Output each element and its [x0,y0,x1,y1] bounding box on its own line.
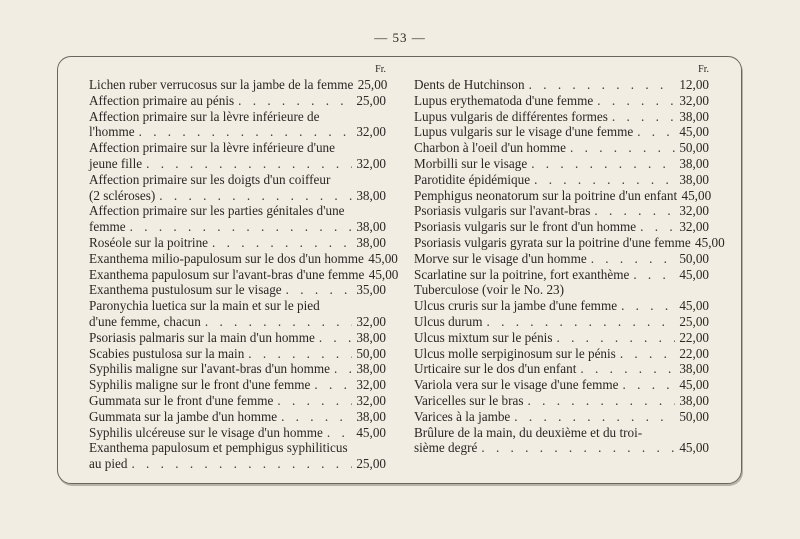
entry-line [414,140,709,156]
entry-line [414,172,709,188]
dot-leader [566,140,675,156]
entry-line [414,77,709,93]
entry-label: Scarlatine sur la poitrine, fort exanthème [414,266,630,282]
entry-price: 50,00 [679,140,709,156]
entry-label: Affection primaire sur la lèvre inférieure de [89,108,320,124]
dot-leader [616,346,675,362]
entry-line [414,93,709,109]
catalogue-entry [89,172,386,204]
catalogue-entry [89,109,386,141]
dot-leader [135,124,352,140]
entry-price: 45,00 [368,266,399,282]
entry-price: 38,00 [356,408,386,424]
catalogue-entry [414,172,709,188]
catalogue-entry [414,156,709,172]
entry-label: Charbon à l'oeil d'un homme [414,140,566,156]
entry-label: Exanthema pustulosum sur le visage [89,282,282,298]
dot-leader [629,267,675,283]
catalogue-entry [414,203,709,219]
entry-label: Gummata sur le front d'une femme [89,392,274,408]
entry-price: 50,00 [679,250,709,266]
catalogue-entry [89,282,386,298]
entry-line [414,298,709,314]
entry-line [89,409,386,425]
catalogue-entry [89,393,386,409]
entry-line [414,314,709,330]
entry-price: 25,00 [357,77,388,92]
entry-label: sième degré [414,440,478,456]
entry-line [89,425,386,441]
entry-line [89,203,386,219]
entry-line [414,377,709,393]
entry-label: Affection primaire sur la lèvre inférieure d'une [89,140,335,156]
catalogue-entry [89,266,399,283]
entry-label: Variola vera sur le visage d'une femme [414,377,619,393]
catalogue-entry [89,377,386,393]
entry-label: Psoriasis vulgaris sur le front d'un homme [414,219,637,235]
entry-label: Scabies pustulosa sur la main [89,345,245,361]
entry-label: Ulcus durum [414,313,483,329]
entry-line [89,346,386,362]
entry-line [414,440,709,456]
catalogue-entry [89,330,386,346]
entry-price: 38,00 [679,361,709,377]
dot-leader [590,203,675,219]
dot-leader [587,251,675,267]
dot-leader [608,109,675,125]
dot-leader [208,235,352,251]
entry-price: 45,00 [679,298,709,314]
catalogue-entry [414,77,709,93]
catalogue-entry [89,361,386,377]
catalogue-entry [414,219,709,235]
dot-leader [552,330,675,346]
catalogue-entry [89,298,386,330]
entry-line [414,203,709,219]
entry-line [89,250,398,267]
entry-line [89,109,386,125]
dot-leader [244,346,352,362]
entry-label: Varicelles sur le bras [414,392,524,408]
dot-leader [277,409,352,425]
dot-leader [636,219,675,235]
entry-label: Exanthema papulosum et pemphigus syphiliticus [89,440,348,456]
entry-line [89,219,386,235]
entry-line [414,409,709,425]
catalogue-entry [414,234,725,251]
entry-label: Ulcus mixtum sur le pénis [414,329,553,345]
entry-price: 32,00 [679,219,709,235]
entry-label: Roséole sur la poitrine [89,234,209,250]
entry-line [414,251,709,267]
entry-label: jeune fille [89,155,143,171]
dot-leader [201,314,352,330]
entry-line [89,235,386,251]
entry-label: Syphilis maligne sur le front d'une femme [89,377,311,393]
entry-price: 38,00 [679,392,709,408]
entry-price: 32,00 [356,313,386,329]
entry-price: 45,00 [356,424,386,440]
entry-price: 45,00 [681,187,712,203]
catalogue-entry [414,377,709,393]
entry-price: 45,00 [368,250,398,266]
catalogue-entry [414,314,709,330]
entry-line [89,172,386,188]
entry-line [89,393,386,409]
dot-leader [310,377,352,393]
entry-price: 32,00 [356,155,386,171]
entry-line [414,109,709,125]
entry-label: Lupus vulgaris de différentes formes [414,108,608,124]
entry-price: 38,00 [679,171,709,187]
entry-label: l'homme [89,124,135,140]
entry-label: (2 scléroses) [89,187,156,203]
dot-leader [282,282,352,298]
dot-leader [234,93,352,109]
entry-line [89,361,386,377]
entry-label: Affection primaire sur les parties génitales d'une [89,203,345,219]
entry-price: 45,00 [679,377,709,393]
entry-label: Pemphigus neonatorum sur la poitrine d'un enfant [414,187,678,203]
entry-label: Brûlure de la main, du deuxième et du troi- [414,424,643,440]
catalogue-entry [89,203,386,235]
entry-price: 38,00 [356,219,386,235]
entry-price: 38,00 [356,187,386,203]
entry-label: Morbilli sur le visage [414,155,528,171]
catalogue-entry [414,140,709,156]
entry-line [414,425,709,441]
catalogue-entry [414,124,709,140]
dot-leader [633,124,675,140]
entry-price: 38,00 [679,108,709,124]
entry-price: 32,00 [356,124,386,140]
entry-price: 25,00 [356,92,386,108]
entry-line [414,187,712,204]
entry-label: Morve sur le visage d'un homme [414,250,587,266]
left-entries [89,77,399,472]
dot-leader [273,393,352,409]
entry-line [414,361,709,377]
catalogue-entry [414,330,709,346]
catalogue-entry [89,409,386,425]
entry-label: Psoriasis vulgaris gyrata sur la poitrine d'une femme [414,234,691,250]
entry-line [89,440,386,456]
entry-price: 45,00 [679,266,709,282]
catalogue-entry [414,409,709,425]
right-entries [414,77,725,456]
entry-line [414,282,709,298]
catalogue-entry [89,346,386,362]
entry-label: Lupus erythematoda d'une femme [414,92,594,108]
right-price-column [414,63,725,456]
entry-price: 32,00 [356,392,386,408]
catalogue-entry [414,425,709,457]
entry-line [414,234,725,251]
catalogue-entry [89,140,386,172]
catalogue-entry [414,282,709,298]
entry-price: 22,00 [679,329,709,345]
entry-line [89,188,386,204]
entry-label: Parotidite épidémique [414,171,531,187]
catalogue-entry [414,361,709,377]
entry-label: Ulcus molle serpiginosum sur le pénis [414,345,616,361]
entry-price: 32,00 [679,92,709,108]
entry-price: 22,00 [679,345,709,361]
dot-leader [593,93,675,109]
dot-leader [330,361,352,377]
catalogue-entry [414,109,709,125]
page-number: — 53 — [374,30,426,45]
entry-label: Psoriasis vulgaris sur l'avant-bras [414,203,591,219]
entry-price: 38,00 [356,234,386,250]
entry-line [414,346,709,362]
entry-label: Tuberculose (voir le No. 23) [414,282,565,298]
catalogue-entry [414,93,709,109]
entry-label: Psoriasis palmaris sur la main d'un homme [89,329,315,345]
dot-leader [619,377,675,393]
entry-label: Ulcus cruris sur la jambe d'une femme [414,298,618,314]
catalogue-entry [414,298,709,314]
entry-line [89,124,386,140]
entry-line [89,314,386,330]
dot-leader [477,440,675,456]
catalogue-entry [414,187,712,204]
entry-price: 32,00 [679,203,709,219]
dot-leader [527,156,675,172]
entry-price: 12,00 [679,77,709,92]
entry-label: Affection primaire sur les doigts d'un coiffeur [89,171,331,187]
dot-leader [525,77,675,93]
catalogue-entry [89,425,386,441]
dot-leader [126,219,352,235]
dot-leader [127,456,352,472]
entry-line [89,377,386,393]
entry-line [89,156,386,172]
dot-leader [530,172,675,188]
entry-line [89,298,386,314]
entry-line [89,330,386,346]
entry-line [414,219,709,235]
currency-header: Fr. [375,64,386,75]
entry-line [89,266,399,283]
entry-line [414,124,709,140]
entry-label: Dents de Hutchinson [414,77,525,92]
entry-label: Urticaire sur le dos d'un enfant [414,361,577,377]
dot-leader [617,298,675,314]
entry-price: 35,00 [356,282,386,298]
entry-price: 38,00 [356,361,386,377]
entry-label: Lichen ruber verrucosus sur la jambe de la femme [89,77,354,92]
entry-label: Paronychia luetica sur la main et sur le pied [89,298,320,314]
entry-price: 50,00 [679,408,709,424]
dot-leader [576,361,675,377]
entry-price: 38,00 [356,329,386,345]
catalogue-entry [89,235,386,251]
catalogue-entry [414,251,709,267]
entry-label: Exanthema papulosum sur l'avant-bras d'une femme [89,266,365,282]
left-price-column [89,63,399,472]
entry-price: 45,00 [679,440,709,456]
entry-label: Lupus vulgaris sur le visage d'une femme [414,124,634,140]
entry-price: 45,00 [679,124,709,140]
dot-leader [323,425,352,441]
entry-line [414,156,709,172]
dot-leader [315,330,352,346]
entry-label: femme [89,219,126,235]
entry-price: 25,00 [679,313,709,329]
entry-line [89,77,386,93]
entry-line [414,330,709,346]
entry-label: Syphilis ulcéreuse sur le visage d'un homme [89,424,323,440]
entry-label: Exanthema milio-papulosum sur le dos d'un homme [89,250,364,266]
catalogue-entry [89,250,398,267]
catalogue-entry [414,267,709,283]
entry-line [89,282,386,298]
currency-header: Fr. [698,64,709,75]
entry-line [414,393,709,409]
entry-price: 50,00 [356,345,386,361]
entry-line [89,140,386,156]
catalogue-entry [414,393,709,409]
entry-price: 45,00 [695,234,725,250]
entry-label: au pied [89,456,128,472]
dot-leader [155,188,352,204]
entry-price: 38,00 [679,155,709,171]
catalogue-entry [89,93,386,109]
entry-line [414,267,709,283]
entry-line [89,456,386,472]
catalogue-entry [414,346,709,362]
entry-label: Varices à la jambe [414,408,511,424]
entry-price: 25,00 [356,456,386,472]
dot-leader [524,393,676,409]
entry-line [89,93,386,109]
entry-label: Gummata sur la jambe d'un homme [89,408,278,424]
entry-price: 32,00 [356,377,386,393]
entry-label: Syphilis maligne sur l'avant-bras d'un homme [89,361,330,377]
entry-label: d'une femme, chacun [89,313,201,329]
dot-leader [142,156,352,172]
catalogue-entry [89,440,386,472]
catalogue-entry [89,77,386,93]
dot-leader [483,314,676,330]
dot-leader [510,409,675,425]
entry-label: Affection primaire au pénis [89,92,235,108]
